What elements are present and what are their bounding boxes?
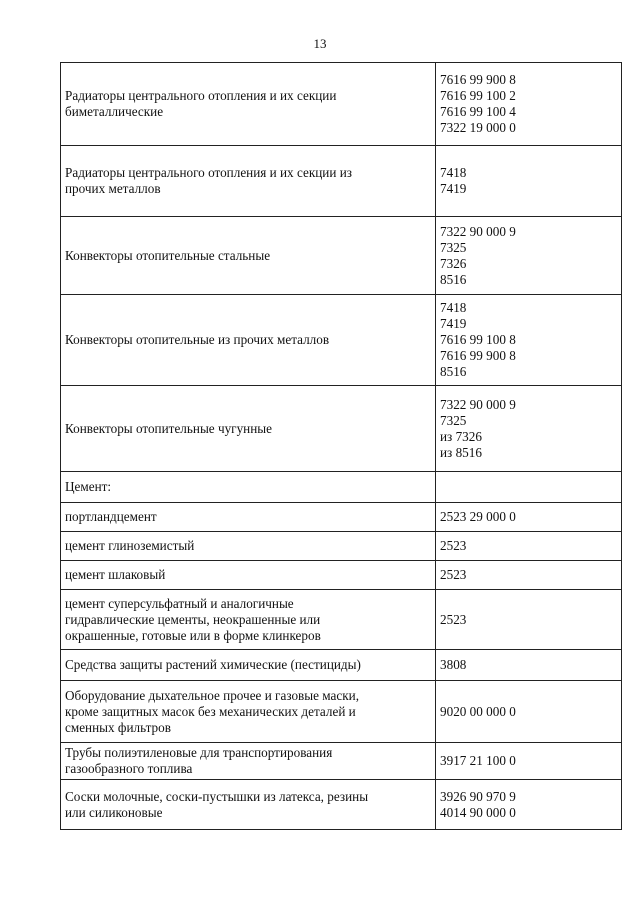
code-line: из 8516 [440, 444, 482, 460]
code-line: 7322 90 000 9 [440, 396, 516, 412]
description-line: окрашенные, готовые или в форме клинкеров [65, 627, 321, 643]
code-line: 7616 99 100 8 [440, 332, 516, 347]
description-line: Трубы полиэтиленовые для транспортирования [65, 745, 333, 760]
tn-ved-code-cell [436, 743, 622, 780]
code-line: 7326 [440, 255, 467, 271]
code-line: 2523 29 000 0 [440, 509, 516, 524]
table-row [61, 472, 622, 503]
description-line: Средства защиты растений химические (пестициды) [65, 657, 361, 672]
code-line: 7325 [440, 412, 467, 428]
code-line: 7325 [440, 239, 467, 255]
description-line: цемент суперсульфатный и аналогичные [65, 595, 294, 611]
table-row [61, 780, 622, 830]
tn-ved-code-cell [436, 561, 622, 590]
table-row [61, 63, 622, 146]
table-row [61, 590, 622, 650]
description-line: биметаллические [65, 104, 164, 119]
product-codes-table [60, 62, 622, 830]
code-line: 7616 99 900 8 [440, 348, 516, 363]
description-line: Радиаторы центрального отопления и их секции из [65, 165, 352, 180]
description-line: или силиконовые [65, 804, 163, 820]
description-line: Конвекторы отопительные из прочих металлов [65, 332, 330, 347]
product-description-cell [61, 146, 436, 217]
product-description-cell [61, 472, 436, 503]
code-line: 7322 90 000 9 [440, 223, 516, 239]
description-line: сменных фильтров [65, 719, 171, 735]
description-line: цемент глиноземистый [65, 538, 195, 553]
product-description-cell [61, 63, 436, 146]
tn-ved-code-cell [436, 146, 622, 217]
table-row [61, 386, 622, 472]
code-line: 7418 [440, 300, 467, 315]
table-row [61, 743, 622, 780]
tn-ved-code-cell [436, 590, 622, 650]
code-line: 7616 99 900 8 [440, 72, 516, 87]
page-number: 13 [313, 36, 327, 51]
code-line: 2523 [440, 611, 467, 627]
description-line: Оборудование дыхательное прочее и газовые маски, [65, 687, 359, 703]
description-line: Конвекторы отопительные стальные [65, 247, 271, 263]
tn-ved-code-cell [436, 386, 622, 472]
table-row [61, 532, 622, 561]
description-line: прочих металлов [65, 181, 161, 196]
table-row [61, 146, 622, 217]
tn-ved-code-cell [436, 503, 622, 532]
code-line: 8516 [440, 364, 467, 379]
tn-ved-code-cell [436, 532, 622, 561]
product-description-cell [61, 561, 436, 590]
code-line: из 7326 [440, 428, 482, 444]
code-line: 3917 21 100 0 [440, 753, 516, 768]
product-description-cell [61, 295, 436, 386]
tn-ved-code-cell [436, 780, 622, 830]
product-description-cell [61, 532, 436, 561]
table-row [61, 681, 622, 743]
product-description-cell [61, 590, 436, 650]
product-description-cell [61, 503, 436, 532]
code-line: 8516 [440, 271, 467, 287]
code-line: 7419 [440, 181, 467, 196]
product-description-cell [61, 650, 436, 681]
code-line: 2523 [440, 538, 467, 553]
product-description-cell [61, 217, 436, 295]
description-line: кроме защитных масок без механических деталей и [65, 703, 356, 719]
tn-ved-code-cell [436, 217, 622, 295]
tn-ved-code-cell [436, 63, 622, 146]
tn-ved-code-cell [436, 472, 622, 503]
code-line: 3808 [440, 657, 467, 672]
description-line: Радиаторы центрального отопления и их секции [65, 88, 337, 103]
description-line: Цемент: [65, 479, 112, 494]
description-line: цемент шлаковый [65, 567, 166, 582]
product-description-cell [61, 780, 436, 830]
code-line: 2523 [440, 567, 467, 582]
table-row [61, 217, 622, 295]
description-line: Конвекторы отопительные чугунные [65, 420, 273, 436]
code-line: 7616 99 100 2 [440, 88, 516, 103]
table-row [61, 561, 622, 590]
description-line: газообразного топлива [65, 761, 193, 776]
tn-ved-code-cell [436, 681, 622, 743]
code-line: 4014 90 000 0 [440, 804, 516, 820]
description-line: Соски молочные, соски-пустышки из латекса, резины [65, 788, 369, 804]
table-body [61, 63, 622, 830]
product-description-cell [61, 681, 436, 743]
tn-ved-code-cell [436, 295, 622, 386]
code-line: 3926 90 970 9 [440, 788, 516, 804]
code-line: 7616 99 100 4 [440, 104, 516, 119]
code-line: 9020 00 000 0 [440, 703, 516, 719]
table-row [61, 650, 622, 681]
table-row [61, 295, 622, 386]
description-line: гидравлические цементы, неокрашенные или [65, 611, 321, 627]
table-row [61, 503, 622, 532]
description-line: портландцемент [65, 509, 157, 524]
code-line: 7322 19 000 0 [440, 120, 516, 135]
code-line: 7419 [440, 316, 467, 331]
tn-ved-code-cell [436, 650, 622, 681]
product-description-cell [61, 386, 436, 472]
product-description-cell [61, 743, 436, 780]
code-line: 7418 [440, 165, 467, 180]
